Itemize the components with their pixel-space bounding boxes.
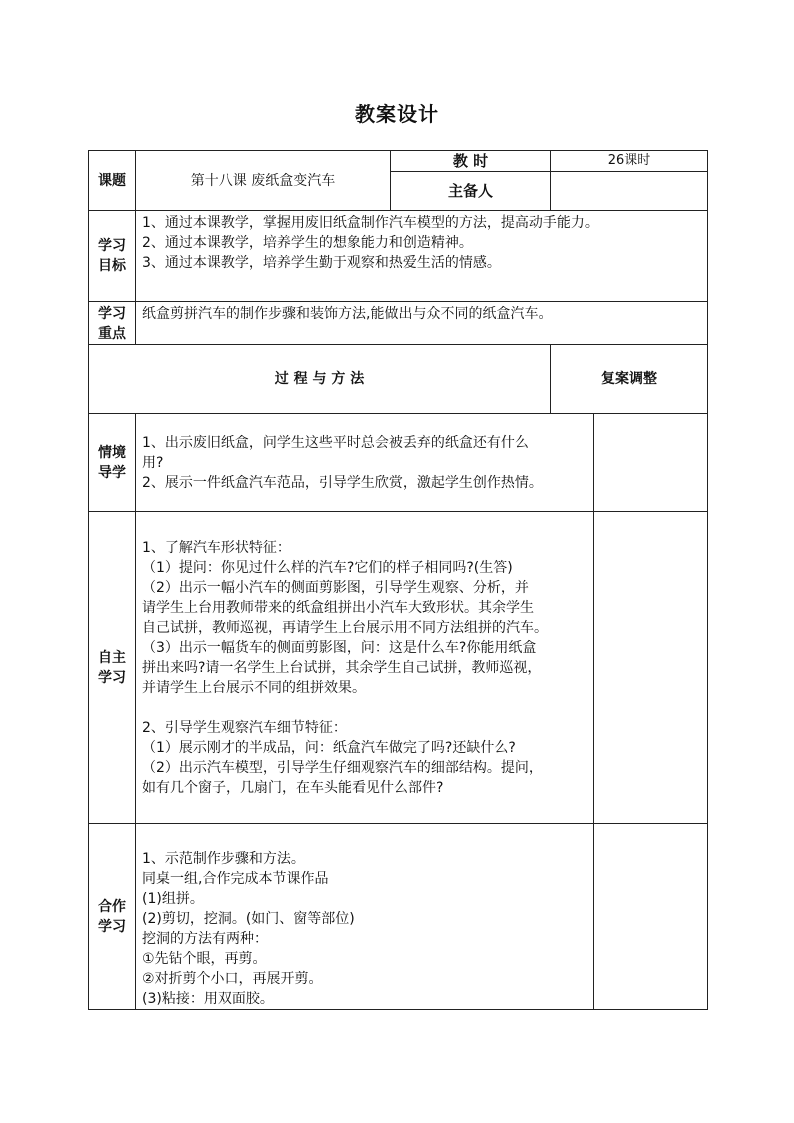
coop-line: (3)粘接：用双面胶。	[142, 991, 274, 1007]
header-row-1	[89, 151, 708, 172]
self-study-label-line-2: 学习	[98, 669, 126, 686]
self-study-line: 2、引导学生观察汽车细节特征：	[142, 719, 347, 736]
self-study-content	[136, 512, 594, 824]
self-study-spacer	[142, 698, 589, 718]
self-study-line: 自己试拼，教师巡视，再请学生上台展示用不同方法组拼的汽车。	[142, 619, 548, 636]
intro-line: 1、出示废旧纸盒，问学生这些平时总会被丢弃的纸盒还有什么	[142, 434, 529, 451]
lesson-plan-table	[88, 150, 708, 1010]
focus-row	[89, 302, 708, 345]
lead-label: 主备人	[391, 172, 551, 211]
process-header: 过 程 与 方 法	[89, 345, 551, 414]
focus-text: 纸盒剪拼汽车的制作步骤和装饰方法,能做出与众不同的纸盒汽车。	[142, 306, 553, 322]
coop-line: 同桌一组,合作完成本节课作品	[142, 871, 329, 887]
intro-content	[136, 414, 594, 512]
coop-adjust-cell	[594, 824, 708, 1010]
goals-label-line-2: 目标	[98, 258, 126, 274]
intro-row	[89, 414, 708, 512]
self-study-line: （2）出示一幅小汽车的侧面剪影图，引导学生观察、分析，并	[142, 579, 529, 596]
self-study-line: （2）出示汽车模型，引导学生仔细观察汽车的细部结构。提问，	[142, 759, 543, 776]
intro-label-line-1: 情境	[98, 444, 126, 461]
intro-label-line-2: 导学	[98, 464, 126, 481]
self-study-line: 拼出来吗?请一名学生上台试拼，其余学生自己试拼，教师巡视，	[142, 659, 542, 676]
intro-line: 用?	[142, 454, 164, 471]
coop-line: (1)组拼。	[142, 891, 204, 907]
coop-line: (2)剪切，挖洞。(如门、窗等部位)	[142, 911, 355, 927]
self-study-adjust-cell	[594, 512, 708, 824]
lead-value	[551, 172, 708, 211]
adjust-header: 复案调整	[551, 345, 708, 414]
hours-value: 26课时	[551, 151, 708, 172]
page-title: 教案设计	[355, 102, 439, 126]
goals-line: 3、通过本课教学，培养学生勤于观察和热爱生活的情感。	[142, 255, 501, 271]
hours-label: 教 时	[391, 151, 551, 172]
self-study-label-line-1: 自主	[98, 649, 126, 666]
goals-content	[136, 211, 708, 302]
goals-label-line-1: 学习	[98, 238, 126, 254]
coop-row	[89, 824, 708, 1010]
goals-line: 1、通过本课教学，掌握用废旧纸盒制作汽车模型的方法，提高动手能力。	[142, 215, 599, 231]
focus-label-line-1: 学习	[98, 306, 126, 322]
goals-label	[89, 211, 136, 302]
self-study-line: 1、了解汽车形状特征：	[142, 539, 291, 556]
focus-content	[136, 302, 708, 345]
goals-line: 2、通过本课教学，培养学生的想象能力和创造精神。	[142, 235, 473, 251]
coop-label-line-2: 学习	[98, 918, 126, 935]
lesson-title: 第十八课 废纸盒变汽车	[136, 151, 391, 211]
intro-label	[89, 414, 136, 512]
section-header-row	[89, 345, 708, 414]
self-study-line: 并请学生上台展示不同的组拼效果。	[142, 679, 366, 696]
coop-line: ①先钻个眼，再剪。	[142, 951, 267, 967]
self-study-row	[89, 512, 708, 824]
coop-label	[89, 824, 136, 1010]
self-study-line: 请学生上台用教师带来的纸盒组拼出小汽车大致形状。其余学生	[142, 599, 534, 616]
intro-line: 2、展示一件纸盒汽车范品，引导学生欣赏，激起学生创作热情。	[142, 474, 543, 491]
focus-label-line-2: 重点	[98, 326, 126, 342]
intro-adjust-cell	[594, 414, 708, 512]
goals-row	[89, 211, 708, 302]
topic-label: 课题	[89, 151, 136, 211]
self-study-line: （3）出示一幅货车的侧面剪影图，问：这是什么车?你能用纸盒	[142, 639, 537, 656]
coop-line: 1、示范制作步骤和方法。	[142, 851, 305, 867]
self-study-line: 如有几个窗子，几扇门，在车头能看见什么部件?	[142, 779, 444, 796]
coop-line: ②对折剪个小口，再展开剪。	[142, 971, 323, 987]
coop-content	[136, 824, 594, 1010]
self-study-line: （1）提问：你见过什么样的汽车?它们的样子相同吗?(生答)	[142, 559, 513, 576]
self-study-label	[89, 512, 136, 824]
self-study-line: （1）展示刚才的半成品，问：纸盒汽车做完了吗?还缺什么?	[142, 739, 516, 756]
focus-label	[89, 302, 136, 345]
coop-line: 挖洞的方法有两种：	[142, 931, 268, 947]
coop-label-line-1: 合作	[98, 898, 126, 915]
